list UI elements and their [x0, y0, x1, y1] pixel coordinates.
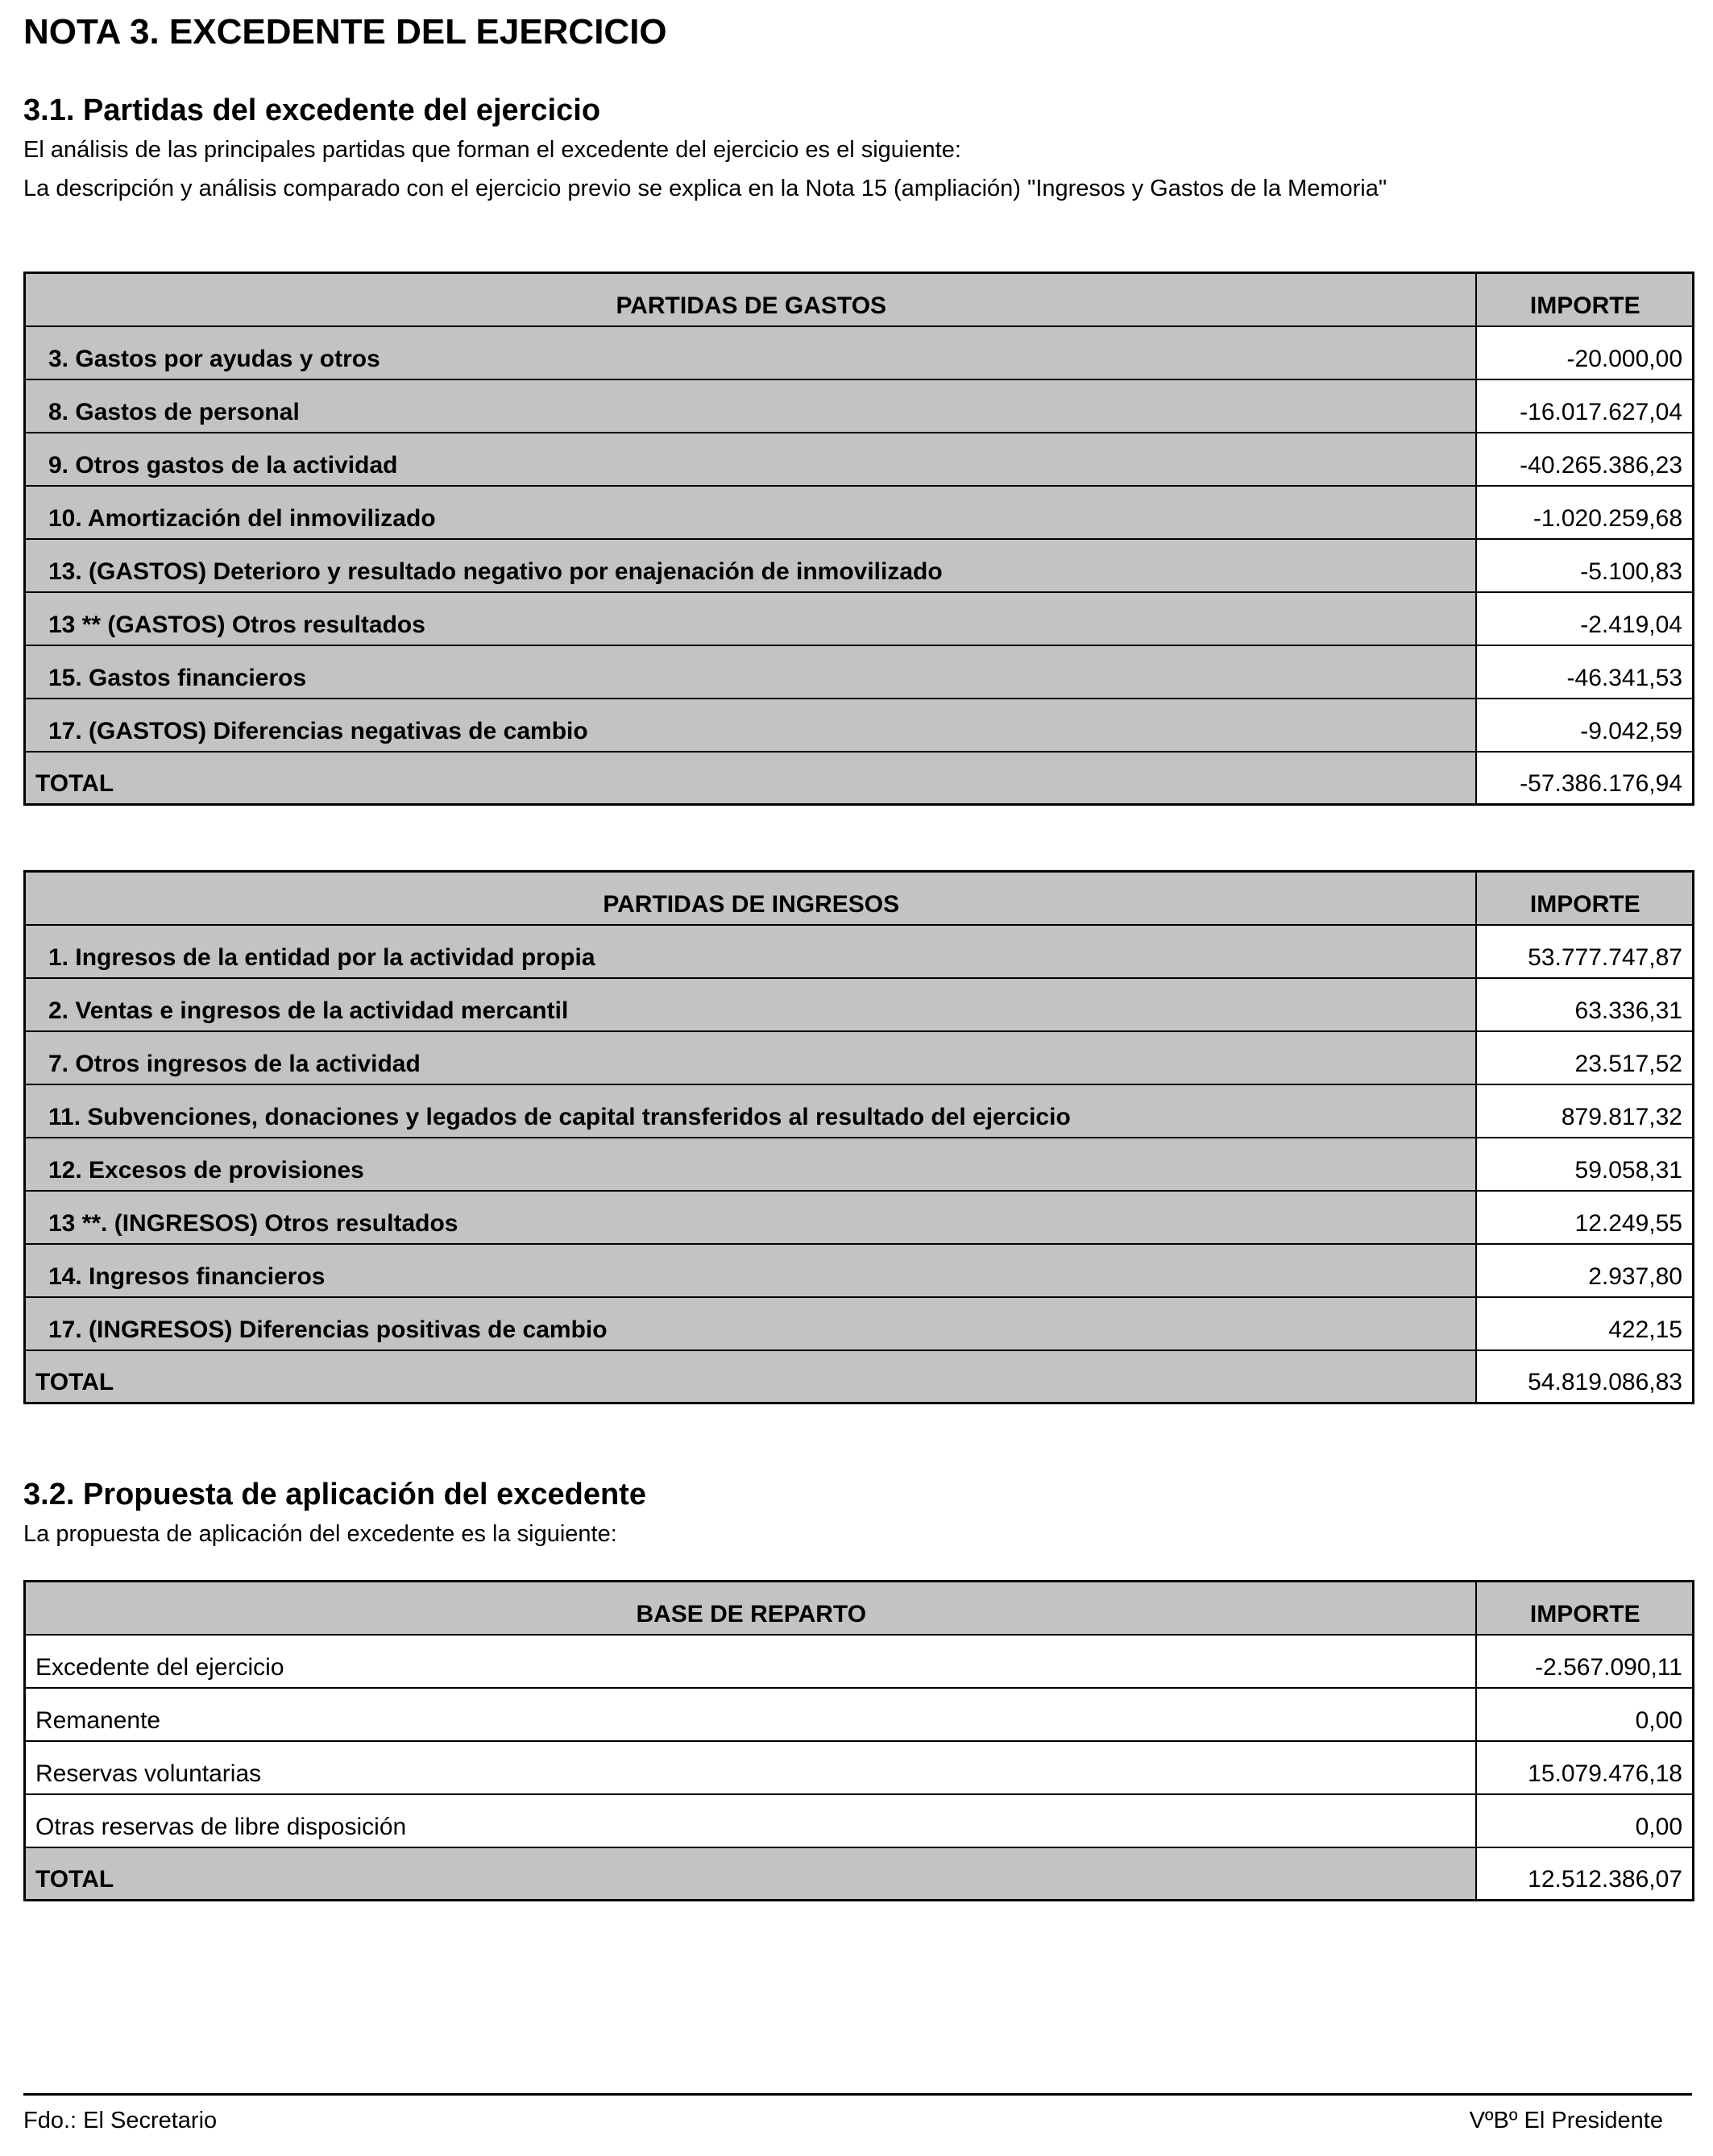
row-amount: 15.079.476,18 [1476, 1741, 1694, 1794]
row-label: 2. Ventas e ingresos de la actividad mercantil [25, 978, 1476, 1031]
row-amount: 53.777.747,87 [1476, 925, 1694, 978]
row-amount: 879.817,32 [1476, 1084, 1694, 1138]
gastos-header-label: PARTIDAS DE GASTOS [25, 273, 1476, 326]
row-amount: -40.265.386,23 [1476, 433, 1694, 486]
row-label: 1. Ingresos de la entidad por la actividad propia [25, 925, 1476, 978]
row-amount: 2.937,80 [1476, 1244, 1694, 1297]
table-row [25, 326, 1694, 379]
table-row [25, 1031, 1694, 1084]
row-amount: -5.100,83 [1476, 539, 1694, 592]
row-amount: -20.000,00 [1476, 326, 1694, 379]
section-2-intro: La propuesta de aplicación del excedente es la siguiente: [23, 1521, 617, 1547]
table-row [25, 592, 1694, 645]
row-label: 13. (GASTOS) Deterioro y resultado negativo por enajenación de inmovilizado [25, 539, 1476, 592]
table-row [25, 1084, 1694, 1138]
row-label: Remanente [25, 1688, 1476, 1741]
row-label: 10. Amortización del inmovilizado [25, 486, 1476, 539]
table-row [25, 1244, 1694, 1297]
row-label: 17. (GASTOS) Diferencias negativas de cambio [25, 699, 1476, 752]
row-amount: -1.020.259,68 [1476, 486, 1694, 539]
table-row [25, 978, 1694, 1031]
table-header-row [25, 273, 1694, 326]
row-label: 8. Gastos de personal [25, 379, 1476, 433]
row-label: Otras reservas de libre disposición [25, 1794, 1476, 1847]
total-row [25, 1847, 1694, 1901]
table-header-row [25, 1582, 1694, 1635]
row-amount: 0,00 [1476, 1794, 1694, 1847]
gastos-header-amount: IMPORTE [1476, 273, 1694, 326]
total-row [25, 752, 1694, 805]
total-label: TOTAL [25, 752, 1476, 805]
ingresos-header-amount: IMPORTE [1476, 872, 1694, 925]
total-label: TOTAL [25, 1847, 1476, 1901]
row-amount: 23.517,52 [1476, 1031, 1694, 1084]
row-label: 13 **. (INGRESOS) Otros resultados [25, 1191, 1476, 1244]
row-amount: 12.249,55 [1476, 1191, 1694, 1244]
table-row [25, 433, 1694, 486]
table-header-row [25, 872, 1694, 925]
table-row [25, 486, 1694, 539]
row-label: 17. (INGRESOS) Diferencias positivas de cambio [25, 1297, 1476, 1350]
row-label: 14. Ingresos financieros [25, 1244, 1476, 1297]
president-signature-label: VºBº El Presidente [1469, 2108, 1663, 2133]
table-row [25, 379, 1694, 433]
total-label: TOTAL [25, 1350, 1476, 1403]
row-label: 9. Otros gastos de la actividad [25, 433, 1476, 486]
gastos-table [23, 272, 1694, 806]
section-2-heading: 3.2. Propuesta de aplicación del excedente [23, 1478, 646, 1511]
total-amount: 12.512.386,07 [1476, 1847, 1694, 1901]
row-amount: 59.058,31 [1476, 1138, 1694, 1191]
row-amount: 0,00 [1476, 1688, 1694, 1741]
total-amount: -57.386.176,94 [1476, 752, 1694, 805]
section-1-intro-2: La descripción y análisis comparado con el ejercicio previo se explica en la Nota 15 (ampliación) "Ingresos y Gastos de la Memoria" [23, 176, 1387, 201]
row-label: 3. Gastos por ayudas y otros [25, 326, 1476, 379]
row-label: 15. Gastos financieros [25, 645, 1476, 699]
total-amount: 54.819.086,83 [1476, 1350, 1694, 1403]
table-row [25, 1794, 1694, 1847]
footer-divider [23, 2093, 1692, 2096]
row-label: 7. Otros ingresos de la actividad [25, 1031, 1476, 1084]
row-amount: -46.341,53 [1476, 645, 1694, 699]
row-label: Reservas voluntarias [25, 1741, 1476, 1794]
row-amount: 63.336,31 [1476, 978, 1694, 1031]
table-row [25, 539, 1694, 592]
row-label: 12. Excesos de provisiones [25, 1138, 1476, 1191]
ingresos-header-label: PARTIDAS DE INGRESOS [25, 872, 1476, 925]
table-row [25, 1635, 1694, 1688]
ingresos-table [23, 870, 1694, 1404]
reparto-header-label: BASE DE REPARTO [25, 1582, 1476, 1635]
section-1-heading: 3.1. Partidas del excedente del ejercicio [23, 93, 601, 127]
table-row [25, 1138, 1694, 1191]
row-amount: 422,15 [1476, 1297, 1694, 1350]
total-row [25, 1350, 1694, 1403]
table-row [25, 699, 1694, 752]
secretary-signature-label: Fdo.: El Secretario [23, 2108, 218, 2133]
reparto-header-amount: IMPORTE [1476, 1582, 1694, 1635]
table-row [25, 925, 1694, 978]
table-row [25, 645, 1694, 699]
row-amount: -16.017.627,04 [1476, 379, 1694, 433]
table-row [25, 1297, 1694, 1350]
row-label: 13 ** (GASTOS) Otros resultados [25, 592, 1476, 645]
table-row [25, 1688, 1694, 1741]
table-row [25, 1191, 1694, 1244]
row-amount: -2.567.090,11 [1476, 1635, 1694, 1688]
row-label: Excedente del ejercicio [25, 1635, 1476, 1688]
row-amount: -9.042,59 [1476, 699, 1694, 752]
row-label: 11. Subvenciones, donaciones y legados de capital transferidos al resultado del ejercicio [25, 1084, 1476, 1138]
page-title: NOTA 3. EXCEDENTE DEL EJERCICIO [23, 12, 667, 52]
row-amount: -2.419,04 [1476, 592, 1694, 645]
reparto-table [23, 1580, 1694, 1901]
section-1-intro-1: El análisis de las principales partidas que forman el excedente del ejercicio es el siguiente: [23, 137, 961, 163]
table-row [25, 1741, 1694, 1794]
